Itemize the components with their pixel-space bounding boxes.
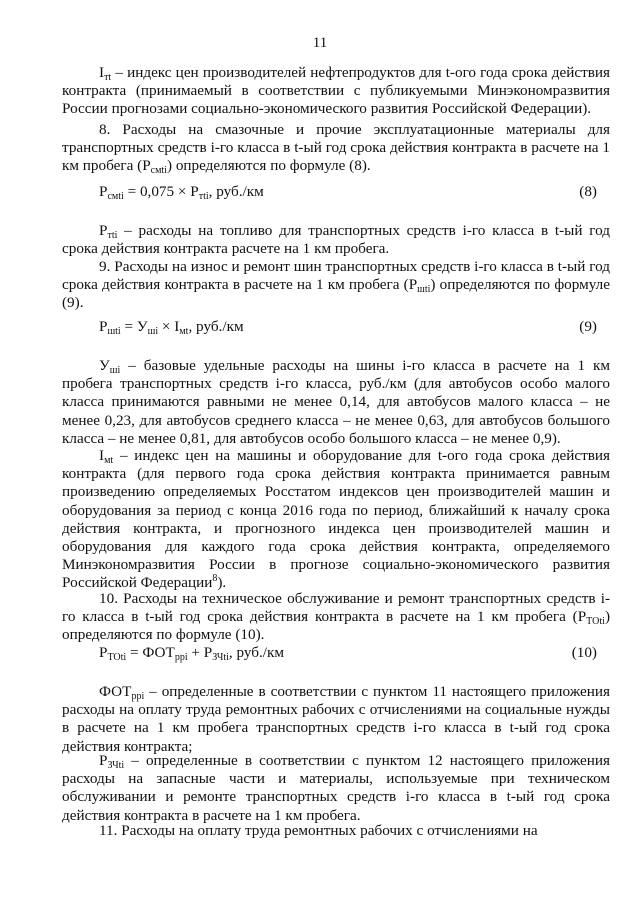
paragraph-9-tires: 9. Расходы на износ и ремонт шин транспортных средств i-го класса в t-ый год срока действия контракта в расчете на 1 км пробега $(Р_{шti})$ определяются по формуле (9). [62,258,610,312]
formula-8-number: (8) [579,183,597,200]
paragraph-machinery-index-def: $I_{мt}$ – индекс цен на машины и оборудование для t-ого года срока действия контракта (для первого года срока действия контракта принимается равным произведению определяемых Росстатом индексов цен производителей машин и оборудования за период с конца 2016 года по период, ближайший к началу срока действия контракта, и прогнозного индекса цен производителей машин и оборудования для каждого года срока действия контракта, определяемого Минэкономразвития России в прогнозе социально-экономического развития Российской Федерации$^8$). [62,447,610,592]
formula-9: $Р_{шti} = У_{шi} \times I_{мt}$, руб./км (9) [99,318,597,337]
paragraph-8-lubricants: 8. Расходы на смазочные и прочие эксплуатационные материалы для транспортных средств i-го класса в t-ый год срока действия контракта в расчете на 1 км пробега $(Р_{смti})$ определяются по формуле (8). [62,121,610,177]
paragraph-spare-parts-def: $Р_{ЗЧti}$ – определенные в соответствии с пунктом 12 настоящего приложения расходы на запасные части и материалы, используемые при техническом обслуживании и ремонте транспортных средств i-го класса в t-ый год срока действия контракта в расчете на 1 км пробега. [62,752,610,824]
formula-10-number: (10) [571,644,597,661]
page-number: 11 [312,35,328,51]
paragraph-fuel-cost-def: $Р_{тti}$ – расходы на топливо для транспортных средств i-го класса в t-ый год срока действия контракта расчете на 1 км пробега. [62,222,610,258]
formula-9-number: (9) [579,318,597,335]
paragraph-fuel-index: $I_{тt}$ – индекс цен производителей нефтепродуктов для t-ого года срока действия контракта (принимаемый в соответствии с публикуемыми Минэкономразвития России прогнозами социально-экономического развития Российской Федерации). [62,64,610,118]
footnote-ref-8[interactable]: 8 [212,573,218,585]
paragraph-tire-base-cost-def: $У_{шi}$ – базовые удельные расходы на шины i-го класса в расчете на 1 км пробега транспортных средств i-го класса, руб./км (для автобусов особо малого класса принимаются равными не менее 0,14, для автобусов малого класса – не менее 0,23, для автобусов среднего класса – не менее 0,63, для автобусов большого класса – не менее 0,81, для автобусов особо большого класса – не менее 0,9). [62,357,610,447]
formula-8: $Р_{смti} = 0,075 \times Р_{тti}$, руб./км (8) [99,183,597,202]
paragraph-11-repair-wages: 11. Расходы на оплату труда ремонтных рабочих с отчислениями на [99,822,538,839]
formula-10: $Р_{ТОti} = ФОТ_{ppi} + Р_{ЗЧti}$, руб./км (10) [99,644,597,663]
paragraph-repair-wages-def: $ФОТ_{ppi}$ – определенные в соответствии с пунктом 11 настоящего приложения расходы на оплату труда ремонтных рабочих с отчислениями на социальные нужды в расчете на 1 км пробега транспортных средств i-го класса в t-ый год срока действия контракта; [62,683,610,755]
paragraph-10-maintenance: 10. Расходы на техническое обслуживание и ремонт транспортных средств i-го класса в t-ый год срока действия контракта в расчете на 1 км пробега $(Р_{ТОti})$ определяются по формуле (10). [62,590,610,644]
